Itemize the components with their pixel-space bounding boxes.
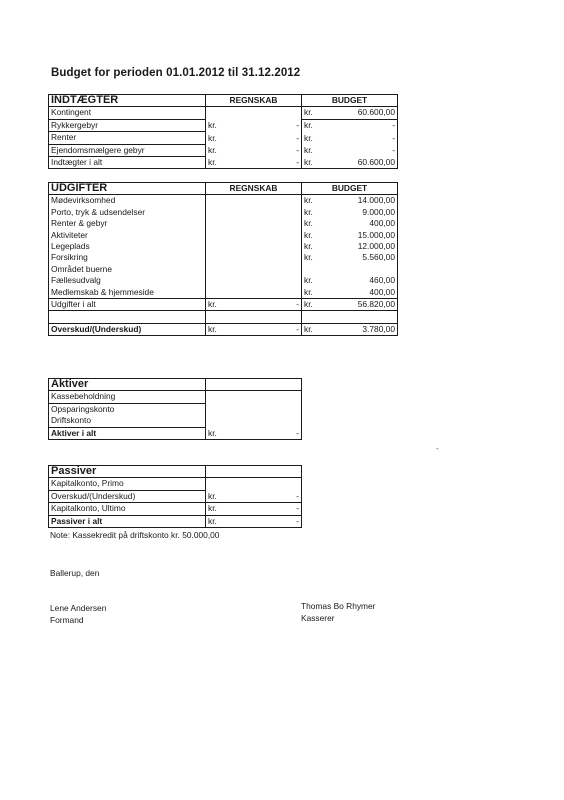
currency-label: kr. — [302, 241, 322, 252]
total-row — [49, 515, 302, 527]
asset-value: - — [226, 427, 302, 439]
total-row — [49, 299, 398, 311]
row-label: Kontingent — [49, 107, 206, 119]
currency-label: kr. — [206, 299, 226, 311]
income-table — [48, 94, 398, 169]
expenses-table — [48, 182, 398, 336]
income-col-regnskab: REGNSKAB — [206, 95, 302, 107]
table-row — [49, 478, 302, 490]
table-row — [49, 119, 398, 131]
table-row — [49, 415, 302, 427]
currency-label: kr. — [302, 275, 322, 286]
income-heading: INDTÆGTER — [49, 95, 206, 107]
currency-label — [206, 391, 226, 403]
row-label: Området buerne — [49, 264, 206, 275]
expenses-heading: UDGIFTER — [49, 183, 206, 195]
budget-value: - — [322, 144, 398, 156]
stray-mark: - — [436, 443, 439, 453]
table-row — [49, 241, 398, 252]
currency-label: kr. — [302, 157, 322, 169]
regnskab-value — [226, 107, 302, 119]
asset-value — [226, 403, 302, 415]
row-label: Kapitalkonto, Ultimo — [49, 503, 206, 515]
budget-value: 400,00 — [322, 218, 398, 229]
budget-value: - — [322, 132, 398, 144]
signatory-left-name: Lene Andersen — [50, 603, 107, 613]
row-label: Legeplads — [49, 241, 206, 252]
currency-label: kr. — [302, 132, 322, 144]
row-label: Aktiver i alt — [49, 427, 206, 439]
row-label: Passiver i alt — [49, 515, 206, 527]
currency-label: kr. — [206, 427, 226, 439]
table-row — [49, 287, 398, 299]
row-label: Overskud/(Underskud) — [49, 323, 206, 335]
row-label: Renter — [49, 132, 206, 144]
regnskab-value: - — [226, 157, 302, 169]
currency-label: kr. — [302, 230, 322, 241]
budget-value: 14.000,00 — [322, 195, 398, 207]
table-row — [49, 207, 398, 218]
currency-label: kr. — [302, 107, 322, 119]
table-row — [49, 264, 398, 275]
table-row — [49, 275, 398, 286]
currency-label: kr. — [302, 144, 322, 156]
table-row — [49, 252, 398, 263]
currency-label: kr. — [206, 132, 226, 144]
row-label: Kassebeholdning — [49, 391, 206, 403]
table-row — [49, 503, 302, 515]
table-row — [49, 403, 302, 415]
row-label: Medlemskab & hjemmeside — [49, 287, 206, 299]
liability-value: - — [226, 490, 302, 502]
row-label: Opsparingskonto — [49, 403, 206, 415]
signatory-right-role: Kasserer — [301, 613, 335, 623]
currency-label: kr. — [302, 207, 322, 218]
liability-value: - — [226, 515, 302, 527]
table-row — [49, 132, 398, 144]
currency-label: kr. — [302, 323, 322, 335]
credit-note: Note: Kassekredit på driftskonto kr. 50.000,00 — [50, 530, 220, 540]
asset-value — [226, 391, 302, 403]
row-label: Driftskonto — [49, 415, 206, 427]
budget-value — [322, 264, 398, 275]
currency-label — [206, 403, 226, 415]
regnskab-value: - — [296, 132, 299, 143]
regnskab-value: - — [296, 145, 299, 156]
page-title: Budget for perioden 01.01.2012 til 31.12.2012 — [51, 67, 301, 79]
row-label: Udgifter i alt — [49, 299, 206, 311]
signatory-left-role: Formand — [50, 615, 84, 625]
row-label: Fællesudvalg — [49, 275, 206, 286]
currency-label — [206, 107, 226, 119]
currency-label: kr. — [302, 195, 322, 207]
budget-value: 60.600,00 — [322, 157, 398, 169]
asset-value — [226, 415, 302, 427]
income-col-budget: BUDGET — [302, 95, 398, 107]
currency-label — [206, 478, 226, 490]
expenses-col-budget: BUDGET — [302, 183, 398, 195]
table-row — [49, 107, 398, 119]
currency-label: kr. — [206, 503, 226, 515]
budget-value: 5.560,00 — [322, 252, 398, 263]
budget-value: 460,00 — [322, 275, 398, 286]
budget-value: 60.600,00 — [322, 107, 398, 119]
budget-value: 400,00 — [322, 287, 398, 299]
table-row — [49, 391, 302, 403]
liabilities-heading: Passiver — [49, 466, 206, 478]
row-label: Forsikring — [49, 252, 206, 263]
budget-value: 56.820,00 — [322, 299, 398, 311]
total-row — [49, 157, 398, 169]
assets-table — [48, 378, 302, 440]
currency-label: kr. — [206, 157, 226, 169]
liability-value: - — [226, 503, 302, 515]
liabilities-table — [48, 465, 302, 528]
regnskab-value: - — [296, 120, 299, 131]
currency-label: kr. — [206, 490, 226, 502]
row-label: Overskud/(Underskud) — [49, 490, 206, 502]
budget-value: 9.000,00 — [322, 207, 398, 218]
currency-label: kr. — [206, 515, 226, 527]
result-row — [49, 323, 398, 335]
row-label: Renter & gebyr — [49, 218, 206, 229]
assets-heading: Aktiver — [49, 379, 206, 391]
regnskab-value: - — [226, 323, 302, 335]
table-row — [49, 218, 398, 229]
expenses-col-regnskab: REGNSKAB — [206, 183, 302, 195]
row-label: Kapitalkonto, Primo — [49, 478, 206, 490]
currency-label — [302, 264, 322, 275]
row-label: Rykkergebyr — [49, 119, 206, 131]
table-row — [49, 144, 398, 156]
currency-label: kr. — [302, 287, 322, 299]
currency-label: kr. — [206, 323, 226, 335]
liability-value — [226, 478, 302, 490]
budget-value: - — [322, 119, 398, 131]
table-row — [49, 230, 398, 241]
table-row — [49, 195, 398, 207]
currency-label: kr. — [302, 299, 322, 311]
currency-label: kr. — [206, 119, 226, 131]
row-label: Ejendomsmælgere gebyr — [49, 144, 206, 156]
budget-value: 15.000,00 — [322, 230, 398, 241]
spacer-row — [49, 311, 398, 323]
budget-value: 12.000,00 — [322, 241, 398, 252]
currency-label: kr. — [302, 119, 322, 131]
currency-label: kr. — [302, 218, 322, 229]
row-label: Indtægter i alt — [49, 157, 206, 169]
currency-label — [206, 415, 226, 427]
currency-label: kr. — [206, 144, 226, 156]
signatory-right-name: Thomas Bo Rhymer — [301, 601, 376, 611]
place-date-line: Ballerup, den — [50, 568, 100, 578]
currency-label: kr. — [302, 252, 322, 263]
row-label: Aktiviteter — [49, 230, 206, 241]
total-row — [49, 427, 302, 439]
table-row — [49, 490, 302, 502]
budget-value: 3.780,00 — [322, 323, 398, 335]
row-label: Mødevirksomhed — [49, 195, 206, 207]
regnskab-value: - — [226, 299, 302, 311]
row-label: Porto, tryk & udsendelser — [49, 207, 206, 218]
